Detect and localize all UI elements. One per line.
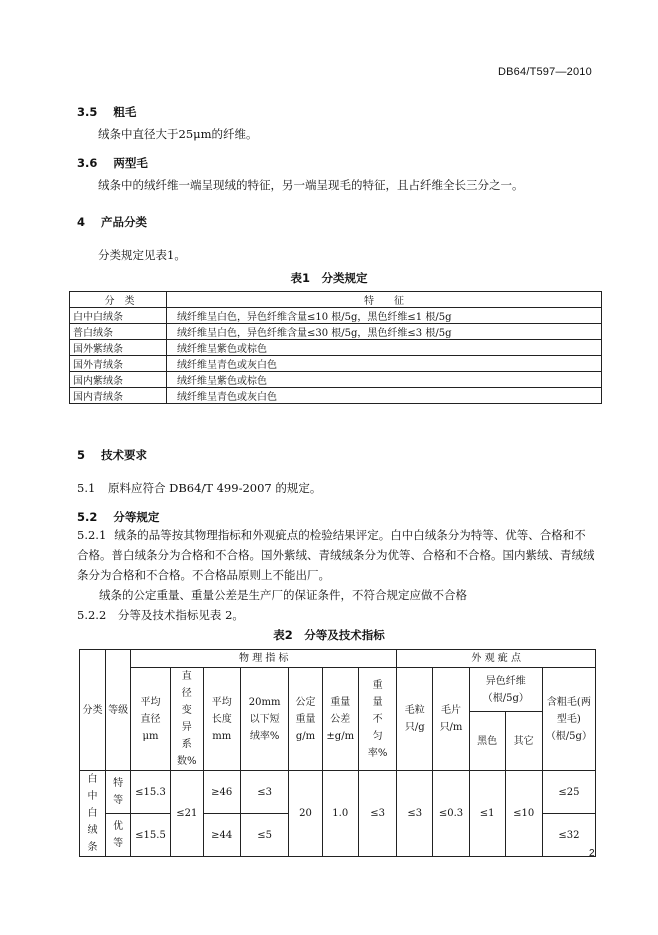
table-cell: ≥44 [203,814,240,857]
table-cell: ≤25 [542,771,595,814]
table-header-cell: 重量不匀率% [358,668,397,771]
table-header-cell: 特 征 [167,292,602,308]
table-cell: ≥46 [203,771,240,814]
table-header-cell: 重量公差±g/m [322,668,358,771]
table-cell: ≤15.5 [131,814,171,857]
table-cell: 绒纤维呈紫色或棕色 [167,372,602,388]
table-cell: 绒纤维呈白色，异色纤维含量≤10 根/5g，黑色纤维≤1 根/5g [167,308,602,324]
table-row [70,340,602,356]
table-header-row [70,292,602,308]
table-cell: ≤0.3 [433,771,470,857]
table-cell: ≤15.3 [131,771,171,814]
table-cell: ≤3 [240,771,289,814]
table-header-cell: 物 理 指 标 [131,650,397,668]
table-cell: 白中白绒条 [80,771,106,857]
table-header-cell: 外 观 疵 点 [397,650,596,668]
section-number: 5.2.1 [77,528,107,542]
table-header-cell: 分类 [80,650,106,771]
table-cell: ≤5 [240,814,289,857]
table-header-cell: 含粗毛(两型毛)（根/5g） [542,668,595,771]
paragraph-line: 条分为合格和不合格。不合格品原则上不能出厂。 [77,568,330,582]
section-title: 两型毛 [113,156,148,170]
table-header-cell: 直径变异系数% [170,668,203,771]
table-cell: ≤32 [542,814,595,857]
table-cell: 特等 [106,771,131,814]
page-number: 2 [589,848,595,859]
table-cell: 绒纤维呈青色或灰白色 [167,388,602,404]
table-cell: 绒纤维呈白色，异色纤维含量≤30 根/5g，黑色纤维≤3 根/5g [167,324,602,340]
table-row [70,308,602,324]
table-cell: 国外紫绒条 [70,340,167,356]
section-5-2-heading [77,509,159,525]
table-header-row [80,650,596,668]
paragraph-line: 合格。普白绒条分为合格和不合格。国外紫绒、青绒绒条分为优等、合格和不合格。国内紫绒、青绒绒 [77,548,595,562]
section-title: 产品分类 [101,215,148,229]
table-header-cell: 毛片只/m [433,668,470,771]
table-cell: ≤3 [397,771,433,857]
section-number: 4 [77,215,86,229]
table-header-cell: 20mm以下短绒率% [240,668,289,771]
table-cell: 国外青绒条 [70,356,167,372]
table-row [70,356,602,372]
section-number: 5.2 [77,510,98,524]
section-3-6-heading [77,155,148,171]
section-3-5-heading [77,104,136,120]
classification-table [69,291,602,404]
table-row [80,771,596,814]
table-cell: 优等 [106,814,131,857]
table-header-cell: 平均直径μm [131,668,171,771]
table-cell: 绒纤维呈紫色或棕色 [167,340,602,356]
table-header-row [80,668,596,712]
section-number: 5.2.2 [77,608,107,622]
table-cell: ≤10 [505,771,542,857]
table-row [70,372,602,388]
section-4-heading [77,214,147,230]
table-header-cell: 等级 [106,650,131,771]
table-header-cell: 公定重量g/m [289,668,322,771]
section-5-2-2 [77,605,244,625]
table-cell: 绒纤维呈青色或灰白色 [167,356,602,372]
section-title: 粗毛 [113,105,137,119]
section-number: 3.6 [77,156,98,170]
table-cell: 20 [289,771,322,857]
table2-caption: 表2 分等及技术指标 [273,628,385,642]
paragraph-text: 绒条的品等按其物理指标和外观疵点的检验结果评定。白中白绒条分为特等、优等、合格和不 [114,528,586,542]
table-cell: ≤1 [469,771,505,857]
section-title: 分等规定 [113,510,160,524]
table-row [70,388,602,404]
table-header-cell: 其它 [505,712,542,771]
section-4-text: 分类规定见表1。 [98,248,186,262]
doc-code-header: DB64/T597—2010 [498,66,592,78]
table-row [70,324,602,340]
table-cell: 国内青绒条 [70,388,167,404]
section-text: 原料应符合 DB64/T 499-2007 的规定。 [107,481,322,495]
paragraph-line [77,525,607,545]
section-5-1 [77,478,321,498]
section-3-5-text: 绒条中直径大于25μm的纤维。 [98,127,258,141]
table-cell: ≤3 [358,771,397,857]
table-header-cell: 黑色 [469,712,505,771]
table-header-cell: 分 类 [70,292,167,308]
section-title: 技术要求 [101,448,148,462]
section-number: 5 [77,448,86,462]
table1-caption: 表1 分类规定 [290,271,368,285]
section-5-2-1 [77,525,607,605]
section-text: 分等及技术指标见表 2。 [117,608,244,622]
section-3-6-text: 绒条中的绒纤维一端呈现绒的特征，另一端呈现毛的特征，且占纤维全长三分之一。 [98,178,524,192]
table-cell: 普白绒条 [70,324,167,340]
section-number: 5.1 [77,481,96,495]
section-number: 3.5 [77,105,98,119]
table-cell: 1.0 [322,771,358,857]
table-cell: 白中白绒条 [70,308,167,324]
paragraph-line: 绒条的公定重量、重量公差是生产厂的保证条件，不符合规定应做不合格 [99,588,467,602]
section-5-heading [77,447,147,463]
table-header-cell: 异色纤维（根/5g） [469,668,542,712]
table-header-cell: 毛粒只/g [397,668,433,771]
table-header-cell: 平均长度mm [203,668,240,771]
table-cell: 国内紫绒条 [70,372,167,388]
table-cell: ≤21 [170,771,203,857]
grading-table [79,649,596,857]
